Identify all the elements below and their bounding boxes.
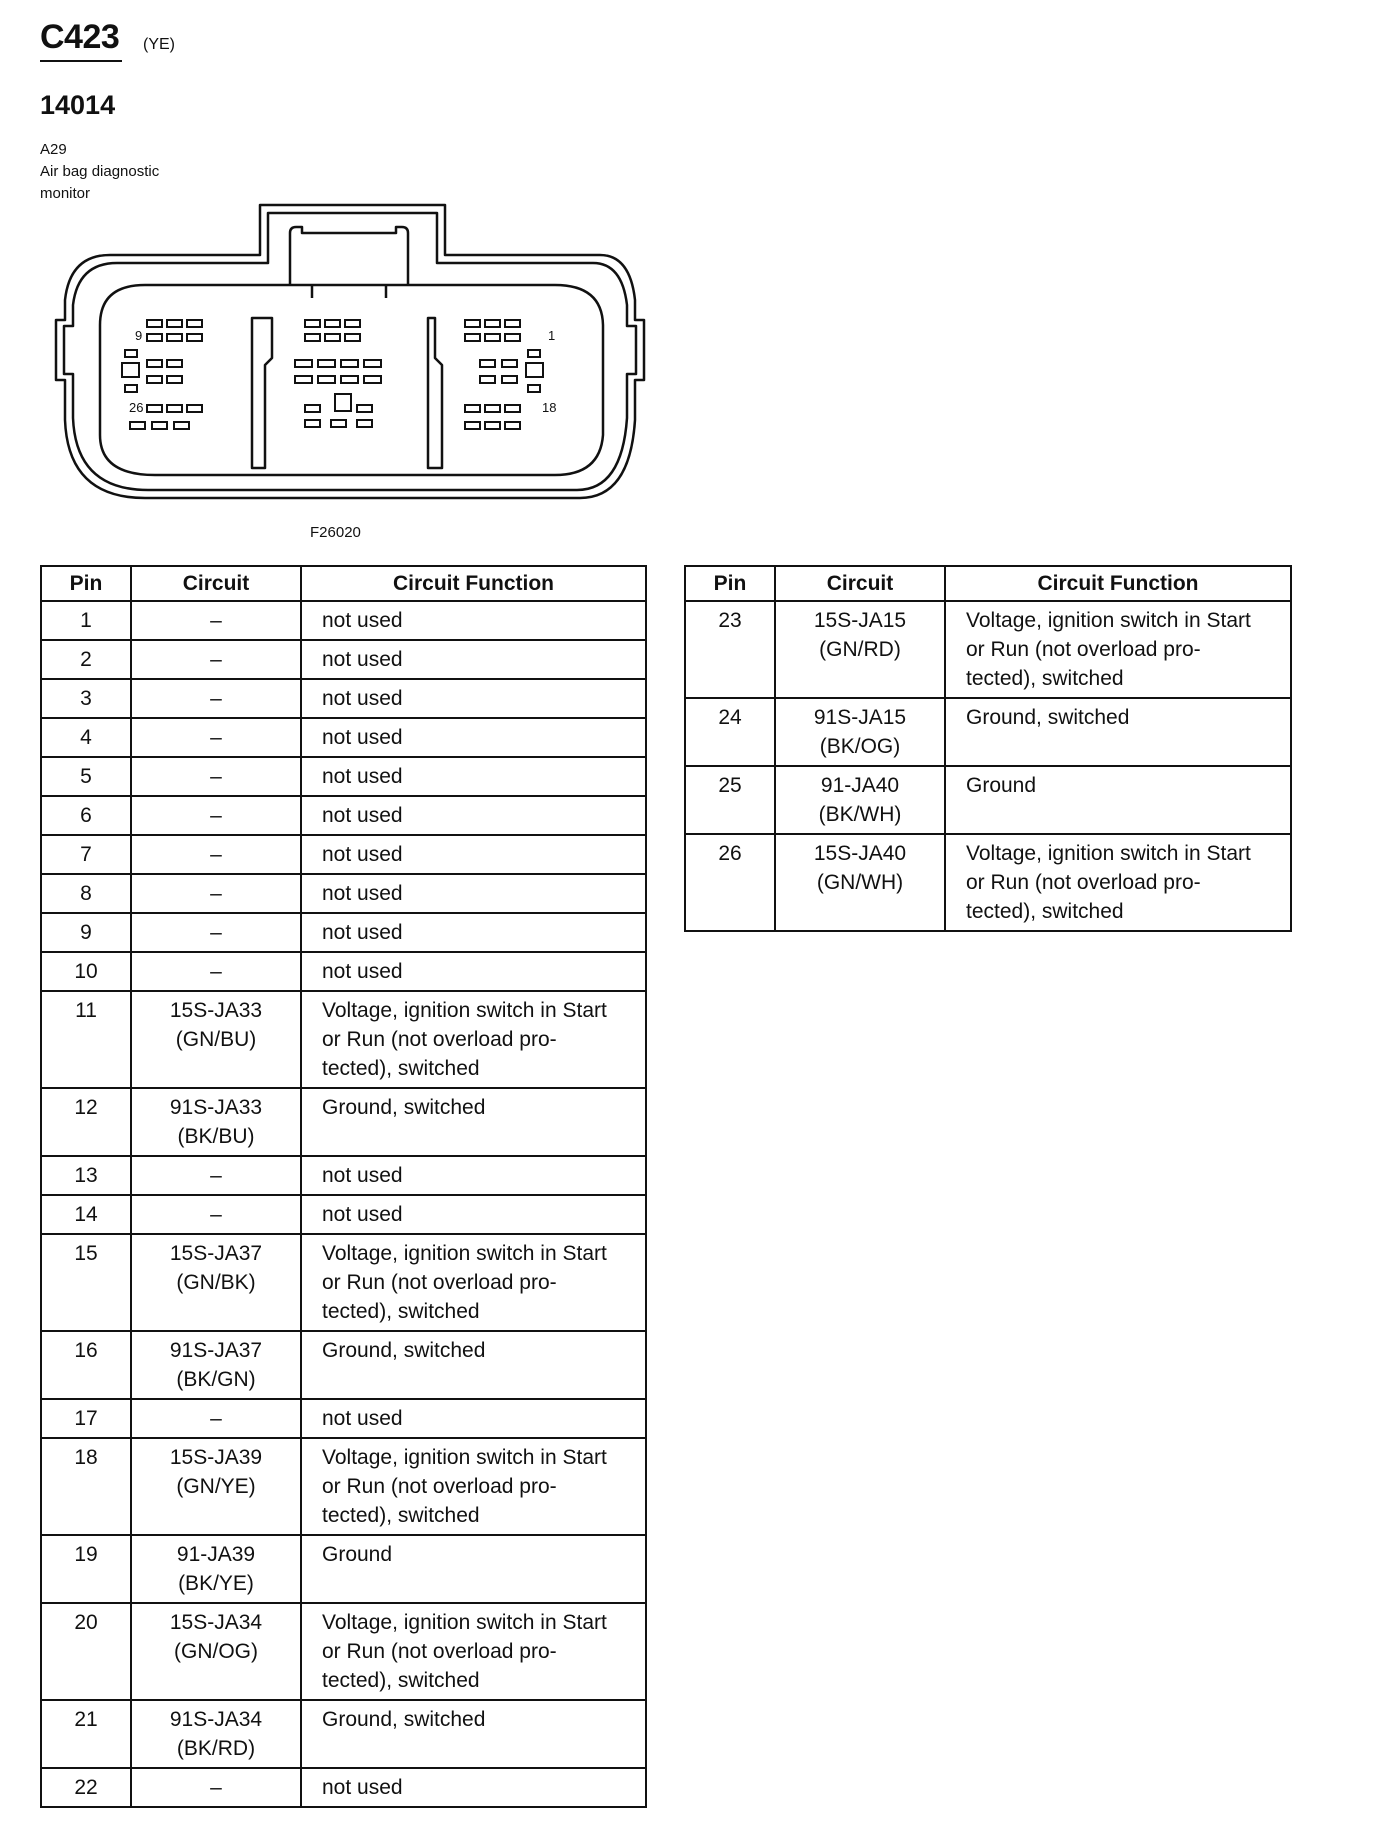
table-row <box>41 952 646 991</box>
circuit-id: 91-JA40 <box>820 774 900 797</box>
circuit-cell <box>131 1331 301 1399</box>
table-row <box>41 1399 646 1438</box>
function-text: Ground, switched <box>322 1096 486 1119</box>
connector-face-outline <box>100 285 603 475</box>
pin-cell: 21 <box>41 1700 131 1768</box>
table-row <box>41 1195 646 1234</box>
table-row <box>41 757 646 796</box>
pin-cell: 7 <box>41 835 131 874</box>
pin-label-1: 1 <box>548 328 556 343</box>
function-cell <box>301 1195 646 1234</box>
function-cell <box>301 1700 646 1768</box>
pin-cell: 4 <box>41 718 131 757</box>
function-text: Voltage, ignition switch in Start <box>966 609 1251 632</box>
wire-color: (GN/OG) <box>174 1640 258 1663</box>
pin-cell: 13 <box>41 1156 131 1195</box>
circuit-id: 15S-JA34 <box>169 1611 263 1634</box>
circuit-cell <box>131 718 301 757</box>
circuit-cell <box>131 679 301 718</box>
function-text: Ground, switched <box>966 706 1130 729</box>
pin-cell: 18 <box>41 1438 131 1535</box>
function-cell <box>301 1088 646 1156</box>
function-text: not used <box>322 1164 403 1187</box>
function-text: not used <box>322 960 403 983</box>
function-text: not used <box>322 921 403 944</box>
function-text: not used <box>322 843 403 866</box>
table-row <box>41 1234 646 1331</box>
table-row <box>41 874 646 913</box>
part-number: 14014 <box>40 90 116 120</box>
function-text: not used <box>322 648 403 671</box>
connector-id: C423 <box>40 18 120 56</box>
circuit-cell <box>131 1438 301 1535</box>
wire-color: (GN/BU) <box>175 1028 257 1051</box>
function-cell <box>301 1399 646 1438</box>
header-pin: Pin <box>685 566 775 601</box>
circuit-id: 15S-JA40 <box>813 842 907 865</box>
circuit-id: – <box>210 921 222 944</box>
header-circuit: Circuit <box>131 566 301 601</box>
function-cell <box>301 1156 646 1195</box>
function-text: Ground <box>322 1543 393 1566</box>
table-row <box>41 679 646 718</box>
function-cell <box>301 601 646 640</box>
wire-color: (GN/WH) <box>816 871 904 894</box>
function-text: or Run (not overload pro- <box>322 1271 557 1294</box>
pin-cell: 16 <box>41 1331 131 1399</box>
function-cell <box>301 1768 646 1807</box>
circuit-id: – <box>210 1203 222 1226</box>
circuit-id: 91S-JA34 <box>169 1708 263 1731</box>
circuit-id: – <box>210 843 222 866</box>
pin-cell: 17 <box>41 1399 131 1438</box>
table-header-row <box>685 566 1291 601</box>
table-row <box>41 601 646 640</box>
function-text: Voltage, ignition switch in Start <box>966 842 1251 865</box>
pin-cell: 22 <box>41 1768 131 1807</box>
function-cell <box>301 913 646 952</box>
circuit-id: – <box>210 765 222 788</box>
pin-cell: 2 <box>41 640 131 679</box>
function-text: Ground, switched <box>322 1339 486 1362</box>
circuit-cell <box>131 1399 301 1438</box>
function-cell <box>301 1535 646 1603</box>
function-cell <box>945 698 1291 766</box>
header-circuit: Circuit <box>775 566 945 601</box>
pin-cell: 10 <box>41 952 131 991</box>
locking-tab <box>290 227 408 285</box>
table-row <box>41 1603 646 1700</box>
circuit-id: – <box>210 882 222 905</box>
table-row <box>41 1700 646 1768</box>
circuit-id: 91S-JA33 <box>169 1096 263 1119</box>
pin-cell: 5 <box>41 757 131 796</box>
component-name-line1: Air bag diagnostic <box>40 163 160 180</box>
pin-cell: 26 <box>685 834 775 931</box>
pin-cell: 14 <box>41 1195 131 1234</box>
function-cell <box>301 679 646 718</box>
function-cell <box>301 757 646 796</box>
component-code: A29 <box>40 141 67 158</box>
circuit-id: – <box>210 687 222 710</box>
circuit-id: 91-JA39 <box>176 1543 256 1566</box>
wire-color: (GN/BK) <box>176 1271 256 1294</box>
pin-cell: 9 <box>41 913 131 952</box>
pin-cell: 19 <box>41 1535 131 1603</box>
function-text: Ground <box>966 774 1037 797</box>
circuit-cell <box>131 952 301 991</box>
function-text: tected), switched <box>966 667 1124 690</box>
pin-cell: 25 <box>685 766 775 834</box>
header-function: Circuit Function <box>945 566 1291 601</box>
function-cell <box>301 1234 646 1331</box>
function-cell <box>301 640 646 679</box>
circuit-cell <box>131 874 301 913</box>
function-text: or Run (not overload pro- <box>322 1475 557 1498</box>
wire-color: (GN/YE) <box>176 1475 256 1498</box>
function-cell <box>301 874 646 913</box>
circuit-cell <box>131 640 301 679</box>
table-row <box>41 1438 646 1535</box>
function-text: tected), switched <box>322 1669 480 1692</box>
function-text: tected), switched <box>966 900 1124 923</box>
circuit-id: – <box>210 1164 222 1187</box>
function-text: not used <box>322 882 403 905</box>
circuit-id: 15S-JA39 <box>169 1446 263 1469</box>
circuit-id: – <box>210 648 222 671</box>
function-text: or Run (not overload pro- <box>966 871 1201 894</box>
circuit-id: 15S-JA33 <box>169 999 263 1022</box>
table-row <box>41 1535 646 1603</box>
function-text: not used <box>322 1203 403 1226</box>
circuit-id: – <box>210 609 222 632</box>
wire-color: (BK/OG) <box>819 735 901 758</box>
function-text: or Run (not overload pro- <box>966 638 1201 661</box>
pin-label-9: 9 <box>135 328 143 343</box>
circuit-cell <box>131 796 301 835</box>
table-row <box>41 835 646 874</box>
connector-outer-outline <box>56 205 644 498</box>
wire-color: (BK/RD) <box>176 1737 256 1760</box>
left-divider <box>252 318 272 468</box>
circuit-cell <box>131 1700 301 1768</box>
circuit-cell <box>131 1088 301 1156</box>
function-text: Voltage, ignition switch in Start <box>322 1242 607 1265</box>
function-text: not used <box>322 765 403 788</box>
function-cell <box>945 834 1291 931</box>
table-row <box>41 796 646 835</box>
circuit-cell <box>775 601 945 698</box>
circuit-cell <box>131 835 301 874</box>
function-cell <box>945 766 1291 834</box>
function-cell <box>301 835 646 874</box>
circuit-cell <box>131 1234 301 1331</box>
table-row <box>41 1156 646 1195</box>
function-text: or Run (not overload pro- <box>322 1640 557 1663</box>
function-cell <box>301 991 646 1088</box>
table-row <box>685 766 1291 834</box>
circuit-id: 91S-JA37 <box>169 1339 263 1362</box>
table-row <box>685 601 1291 698</box>
table-row <box>41 913 646 952</box>
circuit-cell <box>131 1535 301 1603</box>
pin-cell: 6 <box>41 796 131 835</box>
circuit-cell <box>131 1603 301 1700</box>
function-cell <box>301 1331 646 1399</box>
function-text: tected), switched <box>322 1504 480 1527</box>
component-label <box>40 139 159 205</box>
function-text: tected), switched <box>322 1300 480 1323</box>
circuit-cell <box>775 766 945 834</box>
circuit-cell <box>775 834 945 931</box>
function-cell <box>301 1603 646 1700</box>
function-cell <box>301 952 646 991</box>
table-row <box>41 1088 646 1156</box>
circuit-id: – <box>210 804 222 827</box>
function-text: or Run (not overload pro- <box>322 1028 557 1051</box>
table-header-row <box>41 566 646 601</box>
circuit-cell <box>131 1768 301 1807</box>
connector-id-underline <box>40 60 122 62</box>
function-text: Ground, switched <box>322 1708 486 1731</box>
function-text: not used <box>322 609 403 632</box>
pin-cell: 15 <box>41 1234 131 1331</box>
table-row <box>685 834 1291 931</box>
function-cell <box>301 1438 646 1535</box>
function-text: Voltage, ignition switch in Start <box>322 1611 607 1634</box>
function-text: Voltage, ignition switch in Start <box>322 999 607 1022</box>
circuit-id: 15S-JA37 <box>169 1242 263 1265</box>
wire-color: (BK/BU) <box>177 1125 255 1148</box>
function-text: not used <box>322 687 403 710</box>
pin-cell: 20 <box>41 1603 131 1700</box>
function-cell <box>301 718 646 757</box>
pin-cell: 3 <box>41 679 131 718</box>
component-name-line2: monitor <box>40 185 91 202</box>
pin-table-right-body <box>685 601 1291 931</box>
pin-table-left <box>40 565 647 1808</box>
pin-cell: 23 <box>685 601 775 698</box>
wire-color: (BK/WH) <box>818 803 902 826</box>
circuit-id: 15S-JA15 <box>813 609 907 632</box>
function-text: Voltage, ignition switch in Start <box>322 1446 607 1469</box>
pin-label-26: 26 <box>129 400 144 415</box>
circuit-id: – <box>210 1407 222 1430</box>
circuit-cell <box>131 991 301 1088</box>
table-row <box>41 1331 646 1399</box>
table-row <box>41 640 646 679</box>
header-function: Circuit Function <box>301 566 646 601</box>
circuit-cell <box>131 601 301 640</box>
function-cell <box>945 601 1291 698</box>
circuit-cell <box>775 698 945 766</box>
circuit-id: – <box>210 960 222 983</box>
figure-code: F26020 <box>310 524 361 541</box>
table-row <box>41 1768 646 1807</box>
circuit-id: – <box>210 1776 222 1799</box>
circuit-id: – <box>210 726 222 749</box>
function-text: not used <box>322 804 403 827</box>
connector-face-diagram <box>50 200 650 505</box>
wire-color: (GN/RD) <box>819 638 901 661</box>
pin-label-18: 18 <box>542 400 557 415</box>
table-row <box>41 718 646 757</box>
pin-cell: 8 <box>41 874 131 913</box>
circuit-cell <box>131 1156 301 1195</box>
circuit-cell <box>131 913 301 952</box>
pin-table-right <box>684 565 1292 932</box>
function-text: tected), switched <box>322 1057 480 1080</box>
circuit-cell <box>131 1195 301 1234</box>
circuit-cell <box>131 757 301 796</box>
pin-cell: 12 <box>41 1088 131 1156</box>
header-pin: Pin <box>41 566 131 601</box>
wire-color: (BK/GN) <box>176 1368 256 1391</box>
table-row <box>41 991 646 1088</box>
pin-cell: 11 <box>41 991 131 1088</box>
wire-color: (BK/YE) <box>178 1572 254 1595</box>
circuit-id: 91S-JA15 <box>813 706 907 729</box>
function-text: not used <box>322 726 403 749</box>
function-text: not used <box>322 1776 403 1799</box>
connector-color: (YE) <box>143 36 175 53</box>
pin-cell: 1 <box>41 601 131 640</box>
function-cell <box>301 796 646 835</box>
pin-table-left-body <box>41 601 646 1807</box>
table-row <box>685 698 1291 766</box>
pin-cell: 24 <box>685 698 775 766</box>
right-divider <box>428 318 442 468</box>
function-text: not used <box>322 1407 403 1430</box>
